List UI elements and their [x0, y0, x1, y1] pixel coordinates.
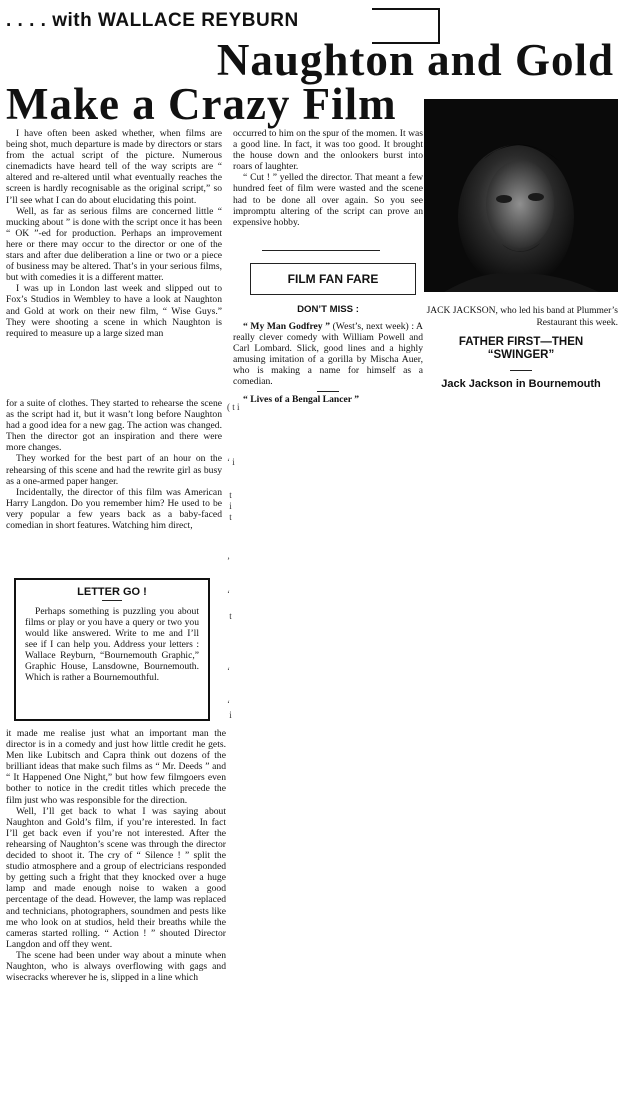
- film-fan-fare-title: FILM FAN FARE: [287, 272, 379, 286]
- article-column-1-top: [6, 128, 222, 339]
- headline-line-2: Make a Crazy Film: [6, 79, 397, 129]
- divider: [317, 391, 339, 392]
- film-fan-fare-box: [250, 263, 416, 295]
- article-column-2: [233, 128, 423, 228]
- dont-miss-label: DON’T MISS :: [297, 304, 359, 315]
- paragraph: it made me realise just what an important man the director is in a comedy and just how little credit he gets. Men like Lubitsch and Capra think out dozens of the brilliant ideas that make such films as “ Mr. Deeds ” and “ It Happened One Night,” but how few filmgoers even bother to notice in the credit titles which precede the film just who was responsible for the direction.: [6, 728, 226, 806]
- listing-title: “ My Man Godfrey ”: [243, 321, 330, 332]
- photo-headline-line-2: “SWINGER”: [487, 349, 555, 361]
- headline-line-1: Naughton and Gold: [216, 35, 614, 85]
- byline: . . . . with WALLACE REYBURN: [6, 10, 299, 31]
- article-column-1-bottom: [6, 728, 226, 983]
- paragraph: occurred to him on the spur of the momen. It was a good line. In fact, it was too good. It brought the house down and the onlookers burst into roars of laughter.: [233, 128, 423, 173]
- listing-title: “ Lives of a Bengal Lancer ”: [243, 393, 360, 405]
- film-fan-fare-listing: [233, 321, 423, 405]
- listing-text: (West’s, next week) : A really clever comedy with William Powell and Carl Lombard. Slick, good lines and a highly amusing imitation of a gorilla by Mischa Auer, who is making a name for himself as a comedian.: [233, 321, 423, 388]
- adjacent-column-fragment: ( t i ‘ i t i t ’ ‘ t ‘ ‘ i: [227, 402, 240, 720]
- listing-item: [233, 321, 423, 388]
- letter-go-body: Perhaps something is puzzling you about films or play or you have a query or two you would like answered. Write to me and I’ll see if I can help you. Address your letters : Wallace Reyburn, “Bournemouth Graphic,” Graphic House, Lansdowne, Bournemouth. Which is rather a Bournemouthful.: [25, 606, 199, 683]
- divider: [510, 370, 532, 371]
- paragraph: Incidentally, the director of this film was American Harry Langdon. Do you remember him? He used to be very popular a few years back as a baby-faced comedian in short features. Watching him direct,: [6, 486, 222, 532]
- divider: [102, 600, 122, 601]
- paragraph: I was up in London last week and slipped out to Fox’s Studios in Wembley to have a look at Naughton and Gold at work on their new film, “ Wise Guys.” They were shooting a scene in which Naughton is required to measure up a large sized man: [6, 283, 222, 339]
- photo-subhead: Jack Jackson in Bournemouth: [441, 378, 601, 390]
- jack-jackson-photo: [424, 99, 618, 292]
- paragraph: for a suite of clothes. They started to rehearse the scene as the script had it, but it wasn’t long before Naughton had a good idea for a new gag. The action was changed. Then the director got an inspiration and there were more changes.: [6, 398, 222, 454]
- paragraph: “ Cut ! ” yelled the director. That meant a few hundred feet of film were wasted and the scene had to be done all over again. So you see impromptu altering of the script can prove an expensive hobby.: [233, 172, 423, 228]
- listing-item: [233, 394, 423, 405]
- portrait-image: [424, 99, 618, 292]
- article-column-1-middle: [6, 398, 222, 531]
- letter-go-box: [14, 578, 210, 721]
- divider: [262, 250, 380, 251]
- paragraph: I have often been asked whether, when films are being shot, much departure is made by directors or stars from the actual script of the picture. Numerous cinemadicts have heard tell of the way scripts are “ altered and re-altered until what eventually reaches the screen is hardly recognisable as the original script,” so I’ll see what I can do about elucidating this point.: [6, 128, 222, 206]
- paragraph: Well, I’ll get back to what I was saying about Naughton and Gold’s film, if you’re interested. In fact I’ll get back even if you’re not interested. After the rehearsing of Naughton’s scene was through the director decided to shoot it. The cry of “ Silence ! ” split the studio atmosphere and a group of electricians responded by getting such a fright that they knocked over a huge lamp and made enough noise to waken a good percentage of the dead. However, the lamp was replaced and technicians, photographers, soundmen and pests like me who look on at studios, held their breaths while the cameras started rolling. “ Action ! ” shouted Director Langdon and off they went.: [6, 805, 226, 950]
- paragraph: They worked for the best part of an hour on the rehearsing of this scene and had the rewrite girl as busy as a one-armed paper hanger.: [6, 453, 222, 487]
- paragraph: Well, as far as serious films are concerned little “ mucking about ” is done with the script once it has been “ OK ”-ed for production. Perhaps an improvement here or there may occur to the director or one of the stars and after due deliberation a line or two or a piece of business may be altered. That’s in your serious films, but with comedies it is a different matter.: [6, 205, 222, 284]
- photo-headline: [424, 336, 618, 362]
- photo-headline-line-1: FATHER FIRST—THEN: [458, 336, 584, 348]
- photo-caption: JACK JACKSON, who led his band at Plummer’s Restaurant this week.: [426, 306, 618, 328]
- paragraph: The scene had been under way about a minute when Naughton, who is always overflowing with gags and wisecracks wherever he is, slipped in a line which: [6, 949, 226, 984]
- letter-go-title: LETTER GO !: [77, 586, 147, 598]
